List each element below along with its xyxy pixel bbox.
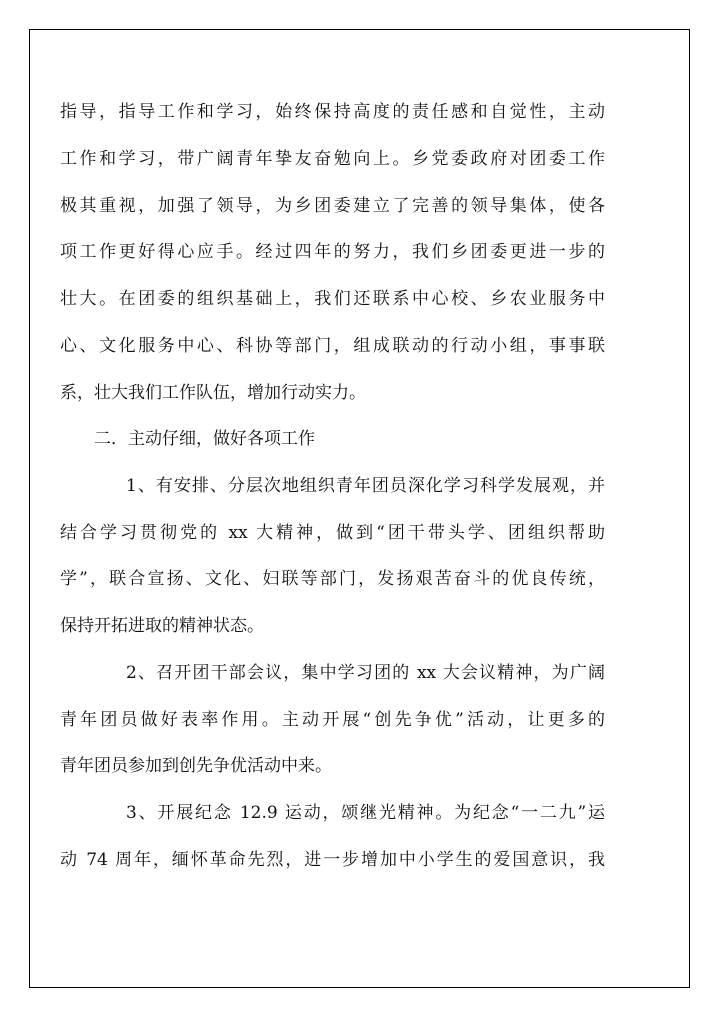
text-line: 指导，指导工作和学习，始终保持高度的责任感和自觉性，主动 xyxy=(60,102,605,122)
text-line: 壮大。在团委的组织基础上，我们还联系中心校、乡农业服务中 xyxy=(60,289,605,309)
text-line: 3、开展纪念 12.9 运动，颂继光精神。为纪念“一二九”运 xyxy=(126,803,605,823)
text-line: 学”，联合宣扬、文化、妇联等部门，发扬艰苦奋斗的优良传统， xyxy=(60,569,605,589)
text-line: 动 74 周年，缅怀革命先烈，进一步增加中小学生的爱国意识，我 xyxy=(60,850,605,870)
text-line: 工作和学习，带广阔青年挚友奋勉向上。乡党委政府对团委工作 xyxy=(60,149,605,169)
text-line: 青年团员做好表率作用。主动开展“创先争优”活动，让更多的 xyxy=(60,710,605,730)
text-line: 2、召开团干部会议，集中学习团的 xx 大会议精神，为广阔 xyxy=(126,663,605,683)
text-line: 结合学习贯彻党的 xx 大精神，做到“团干带头学、团组织帮助 xyxy=(60,523,605,543)
text-line: 项工作更好得心应手。经过四年的努力，我们乡团委更进一步的 xyxy=(60,242,605,262)
text-line: 系，壮大我们工作队伍，增加行动实力。 xyxy=(60,383,366,403)
section-heading: 二．主动仔细，做好各项工作 xyxy=(94,429,315,449)
text-line: 青年团员参加到创先争优活动中来。 xyxy=(60,756,332,776)
text-line: 保持开拓进取的精神状态。 xyxy=(60,616,264,636)
text-line: 极其重视，加强了领导，为乡团委建立了完善的领导集体，使各 xyxy=(60,196,605,216)
text-line: 1、有安排、分层次地组织青年团员深化学习科学发展观，并 xyxy=(126,476,605,496)
text-line: 心、文化服务中心、科协等部门，组成联动的行动小组，事事联 xyxy=(60,336,605,356)
